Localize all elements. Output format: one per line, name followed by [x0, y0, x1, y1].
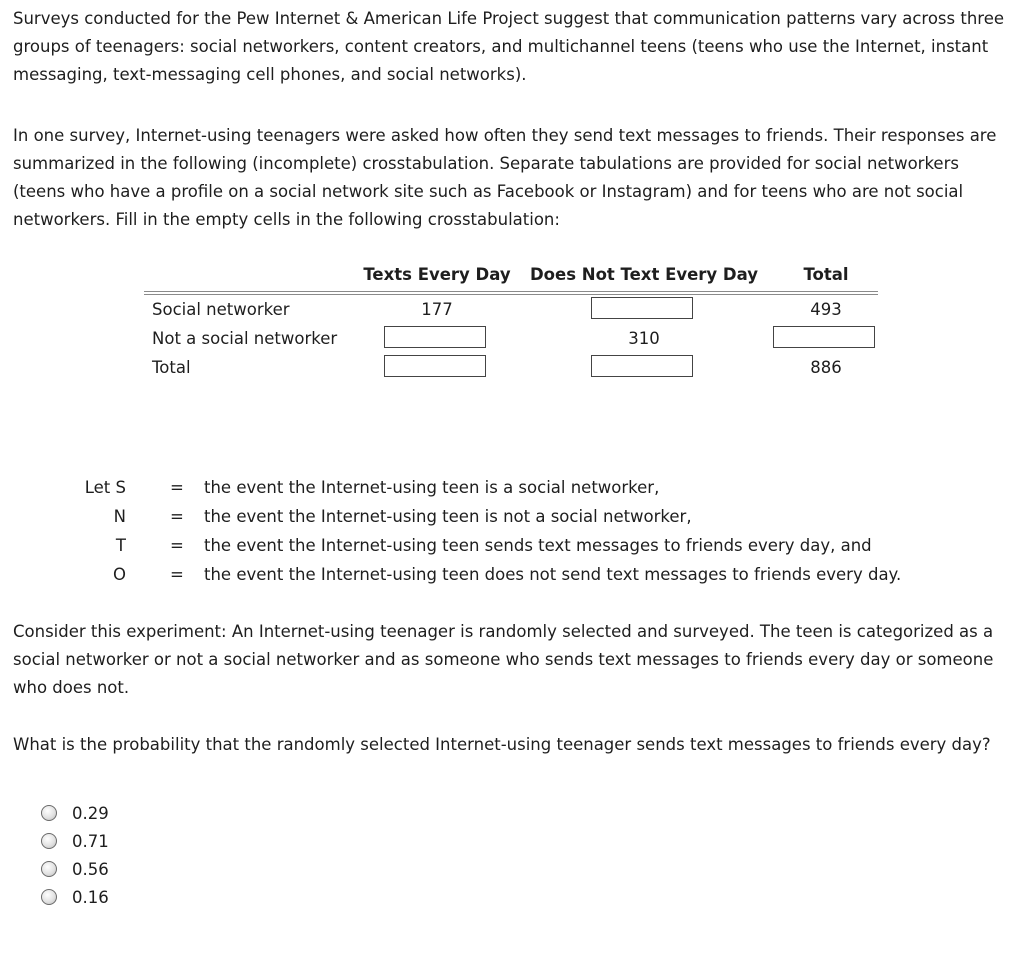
crosstabulation-table — [144, 262, 878, 387]
definition-symbol — [85, 473, 126, 502]
symbol-n: N — [113, 507, 126, 526]
option-label: 0.56 — [72, 860, 109, 879]
cell-social-texts: 177 — [421, 300, 453, 319]
equals-sign: = — [170, 565, 184, 584]
cell-notsocial-not-texts: 310 — [628, 329, 660, 348]
survey-paragraph: In one survey, Internet-using teenagers were asked how often they send text messages to friends. Their responses are summarized in the following (incomplete) crosstabulation. Separate tabulations are provided for social networkers (teens who have a profile on a social network site such as Facebook or Instagram) and for teens who are not social networkers. Fill in the empty cells in the following crosstabulation: — [13, 126, 997, 229]
row-total — [144, 353, 878, 382]
symbol-t: T — [115, 536, 126, 555]
header-does-not-text-every-day: Does Not Text Every Day — [529, 265, 759, 284]
option-2[interactable] — [40, 828, 340, 856]
definition-s — [0, 473, 1000, 502]
option-label: 0.29 — [72, 804, 109, 823]
row-label-social-networker: Social networker — [152, 300, 290, 319]
input-notsocial-total[interactable] — [773, 326, 875, 348]
radio-button-icon[interactable] — [41, 889, 57, 905]
symbol-s: S — [115, 478, 126, 497]
input-total-not-texts[interactable] — [591, 355, 693, 377]
intro-paragraph: Surveys conducted for the Pew Internet & American Life Project suggest that communication patterns vary across three groups of teenagers: social networkers, content creators, and multichannel teens (teens who use the Internet, instant messaging, text-messaging cell phones, and social networks). — [13, 9, 1005, 84]
cell-grand-total: 886 — [810, 358, 842, 377]
radio-button-icon[interactable] — [41, 833, 57, 849]
input-social-not-texts[interactable] — [591, 297, 693, 319]
equals-sign: = — [170, 507, 184, 526]
input-total-texts[interactable] — [384, 355, 486, 377]
definition-text-t: the event the Internet-using teen sends text messages to friends every day, and — [204, 536, 872, 555]
symbol-o: O — [113, 565, 126, 584]
definition-o — [0, 560, 1000, 589]
experiment-paragraph: Consider this experiment: An Internet-using teenager is randomly selected and surveyed. The teen is categorized as a social networker or not a social networker and as someone who sends text messages to friends every day or someone who does not. — [13, 622, 994, 697]
option-4[interactable] — [40, 884, 340, 912]
definition-text-n: the event the Internet-using teen is not a social networker, — [204, 507, 692, 526]
question-paragraph: What is the probability that the randomly selected Internet-using teenager sends text messages to friends every day? — [13, 735, 991, 754]
let-word: Let — [84, 478, 111, 497]
definition-t — [0, 531, 1000, 560]
cell-social-total: 493 — [810, 300, 842, 319]
option-3[interactable] — [40, 856, 340, 884]
radio-button-icon[interactable] — [41, 861, 57, 877]
equals-sign: = — [170, 536, 184, 555]
row-label-not-social-networker: Not a social networker — [152, 329, 338, 348]
radio-button-icon[interactable] — [41, 805, 57, 821]
row-not-social-networker — [144, 324, 878, 353]
input-notsocial-texts[interactable] — [384, 326, 486, 348]
definition-text-o: the event the Internet-using teen does not send text messages to friends every day. — [204, 565, 902, 584]
header-texts-every-day: Texts Every Day — [363, 265, 511, 284]
row-social-networker — [144, 295, 878, 324]
definition-n — [0, 502, 1000, 531]
row-label-total: Total — [152, 358, 191, 377]
definition-text-s: the event the Internet-using teen is a social networker, — [204, 478, 660, 497]
equals-sign: = — [170, 478, 184, 497]
option-label: 0.71 — [72, 832, 109, 851]
option-1[interactable] — [40, 800, 340, 828]
option-label: 0.16 — [72, 888, 109, 907]
header-total: Total — [803, 265, 849, 284]
